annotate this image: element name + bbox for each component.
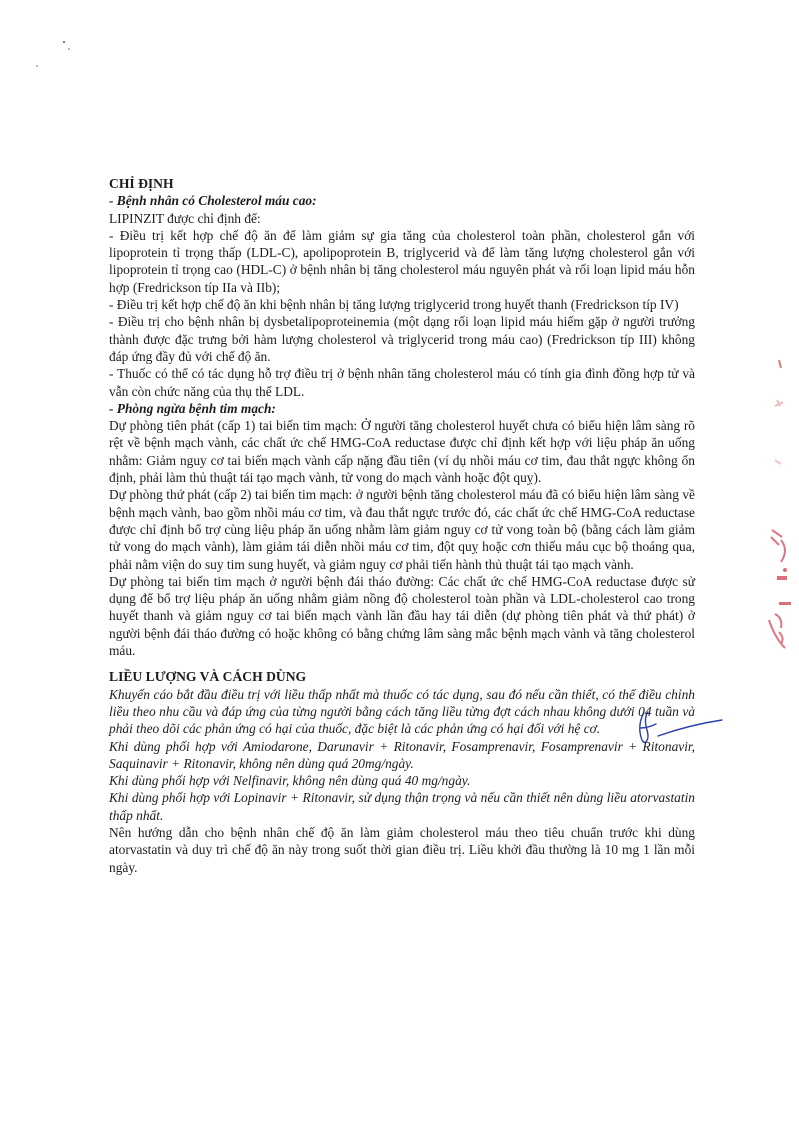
paragraph: LIPINZIT được chỉ định để:	[109, 210, 261, 226]
paragraph: - Điều trị cho bệnh nhân bị dysbetalipoproteinemia (một dạng rối loạn lipid máu hiếm gặp ở người trưởng thành được đặc trưng bởi hàm lượng cholesterol và triglycerid trong máu cao) (Fredrickson típ III) không đáp ứng đầy đủ với chế độ ăn.	[109, 314, 695, 364]
section-heading-dosage: LIỀU LƯỢNG VÀ CÁCH DÙNG	[109, 669, 307, 685]
paragraph: Nên hướng dẫn cho bệnh nhân chế độ ăn làm giảm cholesterol máu theo tiêu chuẩn trước khi dùng atorvastatin và duy trì chế độ ăn này trong suốt thời gian điều trị. Liều khởi đầu thường là 10 mg 1 lần mỗi ngày.	[109, 824, 695, 875]
paragraph: Dự phòng tai biến tim mạch ở người bệnh đái tháo đường: Các chất ức chế HMG-CoA reductase được sử dụng để bổ trợ liệu pháp ăn uống nhằm giảm nồng độ cholesterol toàn phần và LDL-cholesterol cao trong huyết thanh và giảm nguy cơ tai biến mạch vành lần đầu hay tái diễn (dự phòng tiên phát và thứ phát) ở người bệnh đái tháo đường có hoặc không có bằng chứng lâm sàng mắc bệnh mạch vành và tăng cholesterol máu.	[109, 573, 695, 659]
italic-paragraph: Khi dùng phối hợp với Lopinavir + Ritonavir, sử dụng thận trọng và nếu cần thiết nên dùng liều atorvastatin thấp nhất.	[109, 790, 695, 823]
paragraph: Dự phòng thứ phát (cấp 2) tai biến tim mạch: ở người bệnh tăng cholesterol máu đã có biểu hiện lâm sàng về bệnh mạch vành, bao gồm nhồi máu cơ tim, và đau thắt ngực trước đó, các chất ức chế HMG-CoA reductase được chỉ định bổ trợ cùng liệu pháp ăn uống nhằm làm giảm nguy cơ tử vong toàn bộ (bằng cách làm giảm tử vong do mạch vành), làm giảm tái diễn nhồi máu cơ tim, đột quỵ hoặc cơn thiếu máu cục bộ thoáng qua, phải nằm viện do suy tim sung huyết, và giảm nguy cơ phải tiến hành thủ thuật tái tạo mạch vành.	[109, 487, 695, 572]
subheading-high-cholesterol: - Bệnh nhân có Cholesterol máu cao:	[109, 193, 317, 209]
italic-paragraph: Khi dùng phối hợp với Amiodarone, Darunavir + Ritonavir, Fosamprenavir, Fosamprenavir + Ritonavir, Saquinavir + Ritonavir, không nên dùng quá 20mg/ngày.	[109, 738, 695, 771]
paragraph: - Điều trị kết hợp chế độ ăn khi bệnh nhân bị tăng lượng triglycerid trong huyết thanh (Fredrickson típ IV)	[109, 297, 679, 313]
paragraph: - Điều trị kết hợp chế độ ăn để làm giảm sự gia tăng của cholesterol toàn phần, cholesterol gắn với lipoprotein tỉ trọng thấp (LDL-C), apolipoprotein B, triglycerid và để làm tăng lượng cholesterol gắn với lipoprotein tỉ trọng cao (HDL-C) ở bệnh nhân bị tăng cholesterol máu nguyên phát và rối loạn lipid máu hỗn hợp (Fredrickson típ IIa và IIb);	[109, 227, 695, 295]
scan-specks	[0, 0, 120, 90]
paragraph: Dự phòng tiên phát (cấp 1) tai biến tim mạch: Ở người tăng cholesterol huyết chưa có biểu hiện lâm sàng rõ rệt về bệnh mạch vành, các chất ức chế HMG-CoA reductase được chỉ định kết hợp với liệu pháp ăn uống nhằm: Giảm nguy cơ tai biến mạch vành cấp nặng đầu tiên (ví dụ nhồi máu cơ tim, đau thắt ngực không ổn định, phải làm thủ thuật tái tạo mạch vành, tử vong do mạch vành hoặc đột quỵ).	[109, 418, 695, 486]
document-body	[109, 175, 695, 876]
red-stamp-fragment	[755, 340, 799, 670]
italic-paragraph: Khi dùng phối hợp với Nelfinavir, không nên dùng quá 40 mg/ngày.	[109, 773, 471, 789]
section-gap	[109, 659, 695, 668]
italic-paragraph: Khuyến cáo bắt đầu điều trị với liều thấp nhất mà thuốc có tác dụng, sau đó nếu cần thiết, có thể điều chỉnh liều theo nhu cầu và đáp ứng của từng người bằng cách tăng liều từng đợt cách nhau không dưới 04 tuần và phải theo dõi các phản ứng có hại của thuốc, đặc biệt là các phản ứng có hại đối với hệ cơ.	[109, 686, 695, 737]
subheading-cardio-prevention: - Phòng ngừa bệnh tim mạch:	[109, 400, 276, 416]
section-heading-indications: CHỈ ĐỊNH	[109, 176, 174, 191]
paragraph: - Thuốc có thể có tác dụng hỗ trợ điều trị ở bệnh nhân tăng cholesterol máu có tính gia đình đồng hợp tử và vẫn còn chức năng của thụ thể LDL.	[109, 366, 695, 399]
